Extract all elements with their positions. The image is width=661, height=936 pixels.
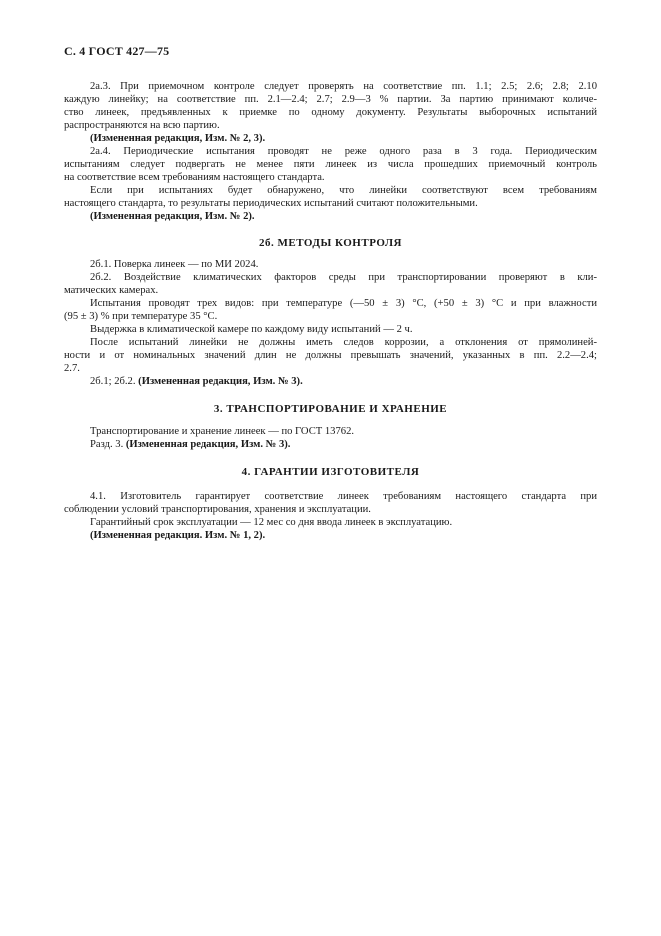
p2a3-line-1: 2а.3. При приемочном контроле следует проверять на соответствие пп. 1.1; 2.5; 2.6; 2.8; 2.10 [90, 81, 597, 92]
p2a4-line-5: настоящего стандарта, то результаты периодических испытаний считают положительными. [64, 198, 478, 209]
s4-p2: Гарантийный срок эксплуатации — 12 мес со дня ввода линеек в эксплуатацию. [90, 517, 453, 528]
s2b-p5-line-1: После испытаний линейки не должны иметь следов коррозии, а отклонения от прямолиней- [90, 337, 597, 348]
p2a4-edit-note: (Измененная редакция, Изм. № 2). [90, 211, 255, 222]
s3-edit-line [90, 438, 290, 451]
s2b-p5-line-3: 2.7. [64, 363, 80, 374]
p2a4-line-2: испытаниям следует подвергать не менее пяти линеек из числа прошедших приемочный контроль [64, 159, 597, 170]
s3-p1: Транспортирование и хранение линеек — по ГОСТ 13762. [90, 426, 355, 437]
s2b-edit-prefix: 2б.1; 2б.2. [90, 376, 136, 387]
s2b-edit-line [90, 375, 303, 388]
s4-edit-note: (Измененная редакция. Изм. № 1, 2). [90, 530, 266, 541]
p2a3-line-2: каждую линейку; на соответствие пп. 2.1—2.4; 2.7; 2.9—3 % партии. За партию принимают количе- [64, 94, 597, 105]
s2b-p3-line-2: (95 ± 3) % при температуре 35 °С. [64, 311, 218, 322]
p2a4-line-4: Если при испытаниях будет обнаружено, что линейки соответствуют всем требованиям [90, 185, 597, 196]
s3-edit-prefix: Разд. 3. [90, 439, 124, 450]
s2b-p2-line-1: 2б.2. Воздействие климатических факторов среды при транспортировании проверяют в кли- [90, 272, 597, 283]
s4-p1-line-2: соблюдении условий транспортирования, хранения и эксплуатации. [64, 504, 371, 515]
p2a3-line-3: ство линеек, предъявленных к приемке по одному документу. Результаты выборочных испытаний [64, 107, 597, 118]
p2a4-line-1: 2а.4. Периодические испытания проводят не реже одного раза в 3 года. Периодическим [90, 146, 597, 157]
s2b-edit-note: (Измененная редакция, Изм. № 3). [138, 376, 303, 387]
section-2b-title: 2б. МЕТОДЫ КОНТРОЛЯ [259, 237, 402, 249]
s2b-p4: Выдержка в климатической камере по каждому виду испытаний — 2 ч. [90, 324, 413, 335]
running-title: С. 4 ГОСТ 427—75 [64, 44, 170, 58]
s2b-p1: 2б.1. Поверка линеек — по МИ 2024. [90, 259, 259, 270]
s3-edit-note: (Измененная редакция, Изм. № 3). [125, 439, 291, 450]
section-4-title: 4. ГАРАНТИИ ИЗГОТОВИТЕЛЯ [241, 466, 420, 478]
s2b-p2-line-2: матических камерах. [64, 285, 159, 296]
p2a4-line-3: на соответствие всем требованиям настоящего стандарта. [64, 172, 325, 183]
section-3-title: 3. ТРАНСПОРТИРОВАНИЕ И ХРАНЕНИЕ [213, 403, 448, 415]
s2b-p5-line-2: ности и от номинальных значений длин не должны превышать значений, указанных в пп. 2.2—2.4; [64, 350, 597, 361]
s2b-p3-line-1: Испытания проводят трех видов: при температуре (—50 ± 3) °С, (+50 ± 3) °С и при влажности [90, 298, 597, 309]
p2a3-edit-note: (Измененная редакция, Изм. № 2, 3). [90, 133, 266, 144]
s4-p1-line-1: 4.1. Изготовитель гарантирует соответствие линеек требованиям настоящего стандарта при [90, 491, 597, 502]
p2a3-line-4: распространяются на всю партию. [64, 120, 220, 131]
